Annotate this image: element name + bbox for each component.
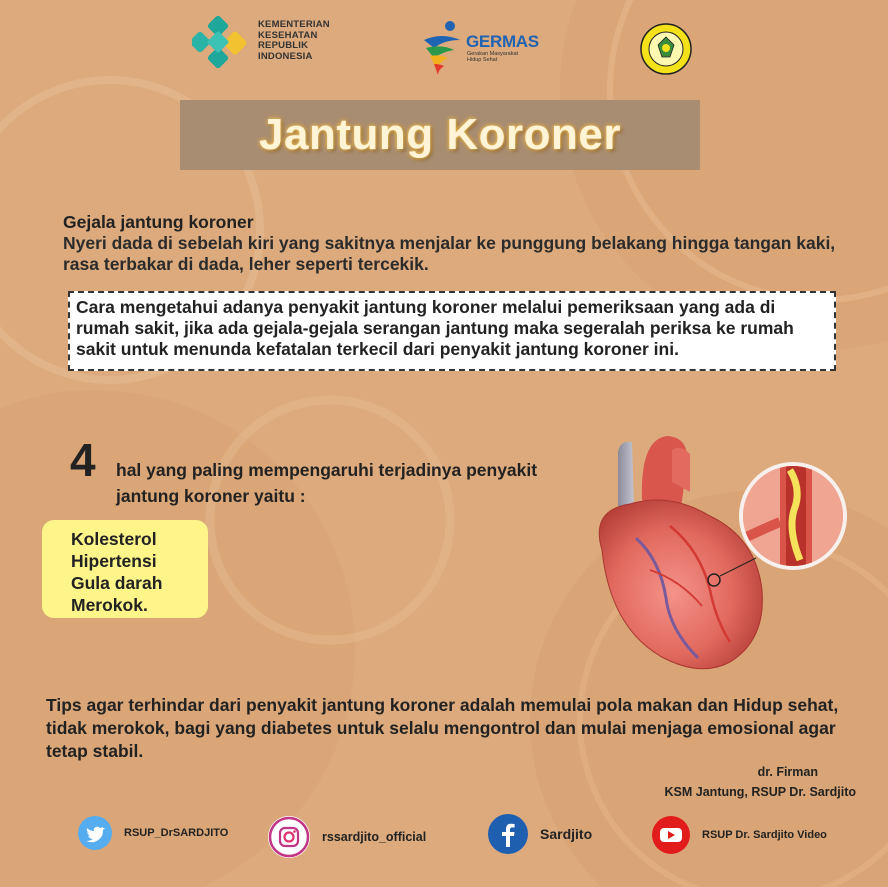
- facebook-link[interactable]: [488, 814, 592, 854]
- kemenkes-line: REPUBLIK: [258, 40, 309, 51]
- instagram-handle: rssardjito_official: [322, 830, 427, 844]
- factor-count: 4: [70, 434, 96, 486]
- tips-text: Tips agar terhindar dari penyakit jantung koroner adalah memulai pola makan dan Hidup sehat, tidak merokok, bagi yang diabetes untuk selalu mengontrol dan mulai menjaga emosional agar tetap stabil.: [46, 695, 839, 761]
- university-seal-icon: [640, 23, 692, 75]
- symptoms-section: [63, 212, 843, 275]
- factor-item: Kolesterol: [71, 529, 157, 549]
- factor-intro-line: jantung koroner yaitu :: [116, 486, 306, 506]
- factor-item: Merokok.: [71, 595, 148, 615]
- youtube-link[interactable]: [652, 816, 827, 854]
- kemenkes-logo: [192, 14, 342, 70]
- kemenkes-line: KESEHATAN: [258, 29, 318, 41]
- factor-intro-line: hal yang paling mempengaruhi terjadinya penyakit: [116, 460, 538, 480]
- symptoms-text: Nyeri dada di sebelah kiri yang sakitnya menjalar ke punggung belakang hingga tangan kaki, rasa terbakar di dada, leher seperti tercekik.: [63, 233, 836, 274]
- factor-item: Hipertensi: [71, 551, 157, 571]
- kemenkes-line: INDONESIA: [258, 50, 313, 62]
- instagram-icon: [268, 816, 310, 858]
- kemenkes-logo-icon: [192, 16, 252, 68]
- twitter-handle: RSUP_DrSARDJITO: [124, 827, 229, 839]
- title-banner: [180, 100, 700, 170]
- germas-logo-icon: [420, 18, 470, 76]
- factor-list: [42, 520, 208, 618]
- author-affiliation: KSM Jantung, RSUP Dr. Sardjito: [664, 785, 856, 799]
- youtube-icon: [652, 816, 690, 854]
- kemenkes-line: KEMENTERIAN: [258, 19, 330, 30]
- heart-illustration: [580, 430, 850, 678]
- page-title: Jantung Koroner: [259, 110, 621, 159]
- germas-tagline: Gerakan Masyarakat: [467, 51, 519, 57]
- germas-tagline: Hidup Sehat: [467, 57, 498, 63]
- facebook-icon: [488, 814, 528, 854]
- symptoms-heading: Gejala jantung koroner: [63, 212, 254, 232]
- germas-logo: [420, 18, 550, 74]
- facebook-handle: Sardjito: [540, 826, 593, 842]
- info-box: Cara mengetahui adanya penyakit jantung koroner melalui pemeriksaan yang ada di rumah sakit, jika ada gejala-gejala serangan jantung maka segeralah periksa ke rumah sakit untuk menunda kefatalan terkecil dari penyakit jantung koroner ini.: [68, 291, 836, 371]
- author-block: [665, 762, 856, 802]
- author-name: dr. Firman: [757, 765, 818, 779]
- factor-intro: [116, 457, 596, 509]
- twitter-link[interactable]: [78, 816, 228, 850]
- instagram-link[interactable]: [268, 816, 426, 858]
- germas-brand: GERMAS: [466, 32, 539, 51]
- youtube-handle: RSUP Dr. Sardjito Video: [702, 829, 827, 841]
- factor-item: Gula darah: [71, 573, 163, 593]
- twitter-icon: [78, 816, 112, 850]
